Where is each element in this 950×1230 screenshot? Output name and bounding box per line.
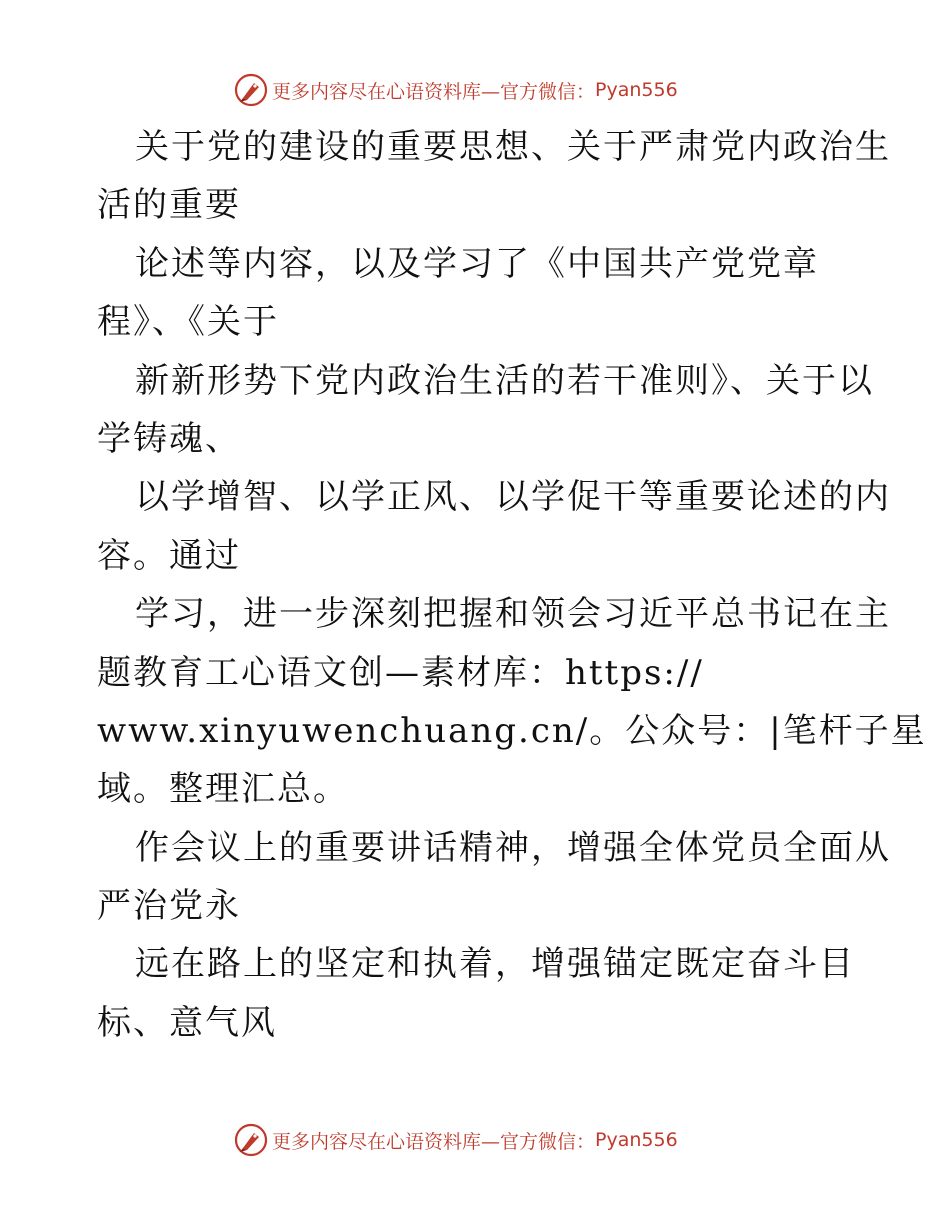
- body-line: 远在路上的坚定和执着，增强锚定既定奋斗目: [135, 944, 855, 985]
- body-line: 新新形势下党内政治生活的若干准则》、关于以: [135, 360, 874, 401]
- body-line: www.xinyuwenchuang.cn/。公众号：|笔杆子星: [97, 710, 927, 751]
- header-banner-text: 更多内容尽在心语资料库—官方微信：: [272, 80, 596, 103]
- body-line: 学铸魂、: [97, 418, 241, 459]
- document-body: [97, 118, 927, 1052]
- body-line: 题教育工心语文创—素材库：https://: [97, 652, 704, 693]
- body-line: 容。通过: [97, 535, 241, 576]
- fountain-pen-logo-icon: [234, 1123, 268, 1157]
- body-line: 标、意气风: [97, 1002, 277, 1043]
- body-line: 关于党的建设的重要思想、关于严肃党内政治生: [135, 127, 891, 167]
- body-line: 学习，进一步深刻把握和领会习近平总书记在主: [135, 594, 891, 635]
- footer-wechat-id: Pyan556: [595, 1129, 678, 1151]
- header-banner: [234, 72, 678, 108]
- header-wechat-id: Pyan556: [595, 79, 678, 101]
- footer-banner: [234, 1122, 678, 1158]
- body-line: 程》、《关于: [97, 302, 279, 343]
- body-line: 以学增智、以学正风、以学促干等重要论述的内: [135, 477, 891, 518]
- body-line: 作会议上的重要讲话精神，增强全体党员全面从: [135, 827, 891, 868]
- footer-banner-text: 更多内容尽在心语资料库—官方微信：: [272, 1130, 596, 1153]
- body-line: 域。整理汇总。: [97, 769, 349, 810]
- body-line: 活的重要: [97, 185, 241, 226]
- body-line: 严治党永: [97, 886, 241, 927]
- body-line: 论述等内容，以及学习了《中国共产党党章: [135, 243, 819, 284]
- fountain-pen-logo-icon: [234, 73, 268, 107]
